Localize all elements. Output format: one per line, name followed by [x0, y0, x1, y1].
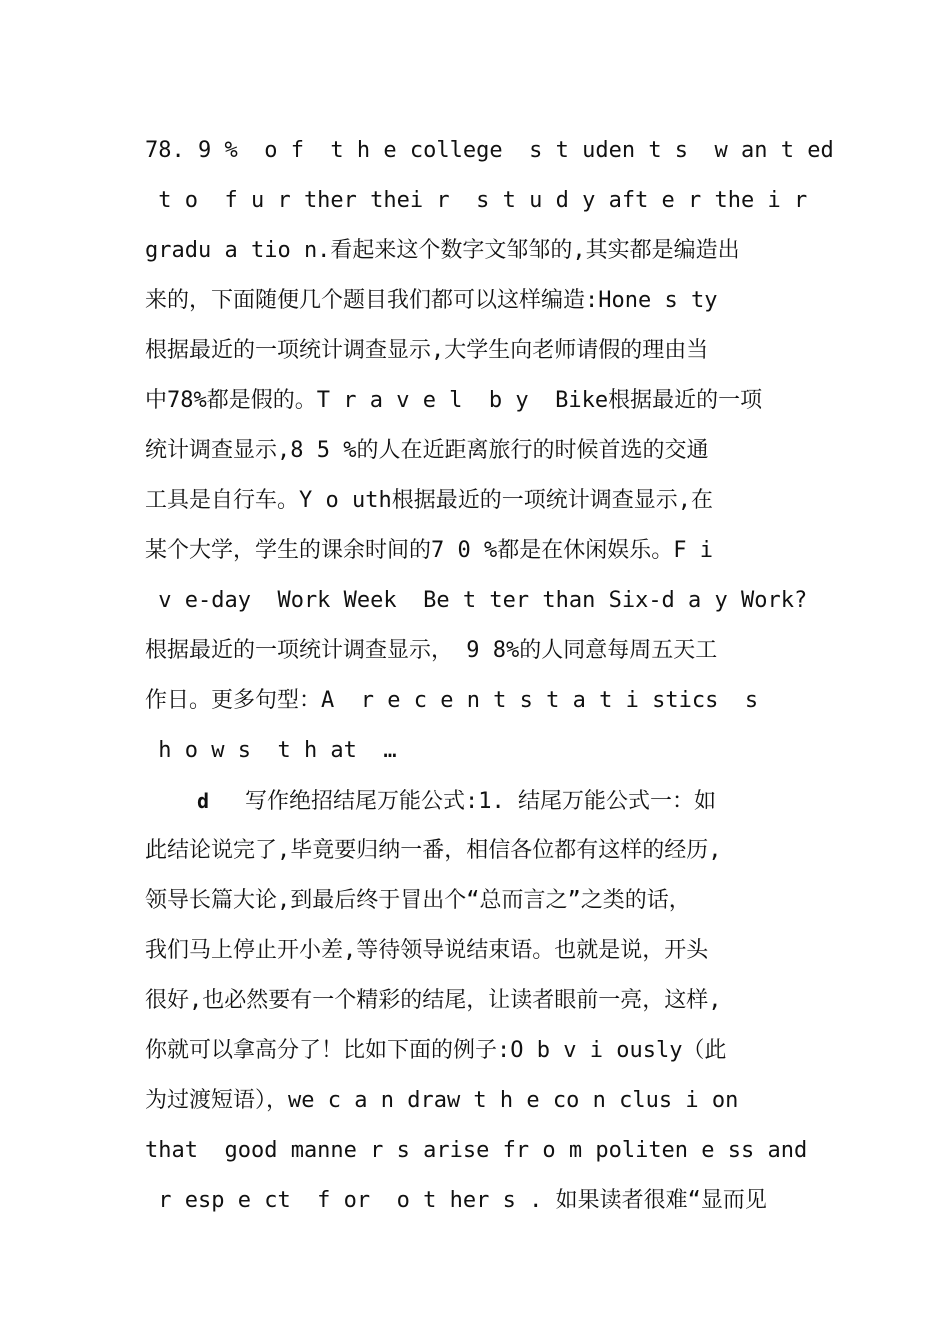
text-line: 根据最近的一项统计调查显示,大学生向老师请假的理由当	[145, 338, 709, 363]
text-line: 我们马上停止开小差,等待领导说结束语。也就是说，开头	[145, 938, 709, 963]
text-line: 你就可以拿高分了！比如下面的例子:O b v i ously（此	[145, 1038, 727, 1063]
text-line: h o w s t h at …	[145, 738, 397, 763]
text-line-with-bullet	[145, 784, 815, 834]
text-line-lead: 写作绝招结尾万能公式:1. 结尾万能公式一：如	[245, 789, 716, 814]
document-body	[145, 134, 834, 1234]
text-line: 为过渡短语），we c a n draw t h e co n clus i on	[145, 1088, 739, 1113]
text-line: 根据最近的一项统计调查显示， 9 8%的人同意每周五天工	[145, 638, 718, 663]
paragraph-conclusion-formula	[145, 784, 815, 1234]
text-line: 作日。更多句型：A r e c e n t s t a t i stics s	[145, 688, 759, 713]
text-line: 来的，下面随便几个题目我们都可以这样编造:Hone s ty	[145, 288, 718, 313]
text-line: 工具是自行车。Y o uth根据最近的一项统计调查显示,在	[145, 488, 713, 513]
text-line: 领导长篇大论,到最后终于冒出个“总而言之”之类的话，	[145, 888, 691, 913]
text-line: 统计调查显示,8 5 %的人在近距离旅行的时候首选的交通	[145, 438, 709, 463]
bullet-marker: d	[197, 789, 210, 813]
text-line: 78. 9 % o f t h e college s t uden t s w an t ed	[145, 138, 834, 163]
text-line: t o f u r ther thei r s t u d y aft e r the i r	[145, 188, 808, 213]
text-line: 中78%都是假的。T r a v e l b y Bike根据最近的一项	[145, 388, 763, 413]
text-line: 很好,也必然要有一个精彩的结尾，让读者眼前一亮，这样,	[145, 988, 722, 1013]
text-line: gradu a tio n.看起来这个数字文邹邹的,其实都是编造出	[145, 238, 740, 263]
text-line: r esp e ct f or o t her s . 如果读者很难“显而见	[145, 1188, 767, 1213]
text-line: 此结论说完了,毕竟要归纳一番，相信各位都有这样的经历,	[145, 838, 722, 863]
paragraph-statistics	[145, 134, 834, 784]
text-line: that good manne r s arise fr o m politen e ss and	[145, 1138, 808, 1163]
text-line: 某个大学，学生的课余时间的7 0 %都是在休闲娱乐。F i	[145, 538, 713, 563]
text-line: v e-day Work Week Be t ter than Six-d a y Work?	[145, 588, 808, 613]
